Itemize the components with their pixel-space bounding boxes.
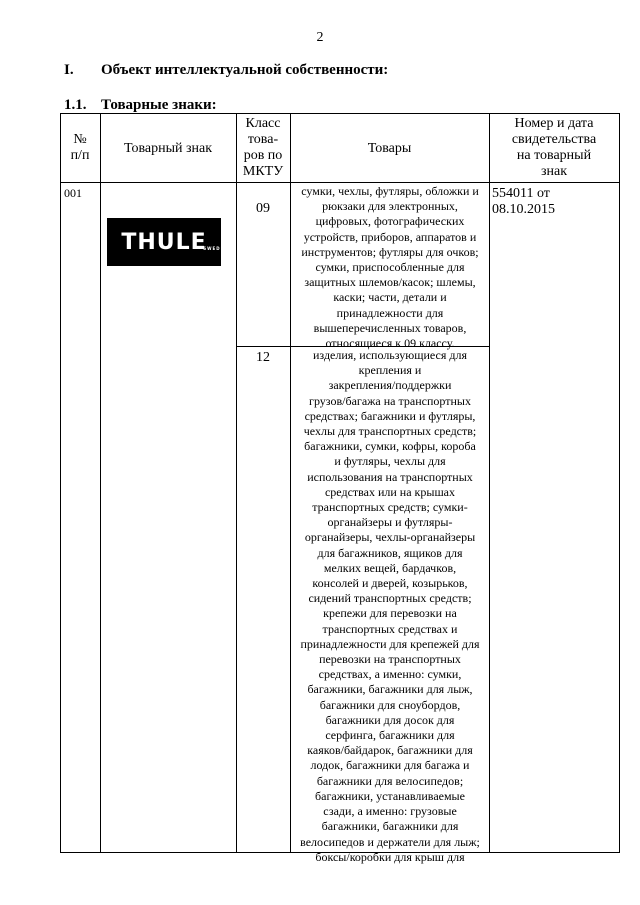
goods-line: закрепления/поддержки [328,378,452,393]
goods-line: каски; части, детали и [333,290,447,305]
goods-line: изделия, использующиеся для [313,348,467,362]
goods-line: каяков/байдарок, багажники для [307,743,473,758]
header-reg-line-3: на товарный [516,148,592,163]
header-class-line-3: ров по [243,148,283,163]
header-class-line-2: това- [247,132,279,147]
section-heading [0,62,640,82]
goods-class-12 [291,348,489,865]
goods-line: серфинга, багажники для [325,728,455,743]
goods-line: средствах или на крышах [324,484,456,499]
goods-line: грузов/багажа на транспортных [309,393,471,408]
header-num [60,132,100,164]
section-title: Объект интеллектуальной собственности: [101,62,389,78]
goods-line: крепления и [358,363,422,378]
goods-line: лодок, багажники для багажа и [310,758,470,773]
goods-line: и футляры, чехлы для [334,454,446,469]
subsection-title: Товарные знаки: [101,97,217,113]
goods-line: крепежи для перевозки на [323,606,457,621]
section-number: I. [64,62,74,78]
class-12: 12 [256,350,270,365]
header-class-line-1: Класс [245,116,281,131]
header-reg-line-1: Номер и дата [514,116,594,131]
goods-line: багажники для досок для [325,712,455,727]
goods-line: боксы/коробки для крыш для [315,849,465,864]
header-reg-line-4: знак [540,164,568,179]
thule-logo-icon [107,218,229,266]
header-num-line-1: № [73,132,87,147]
goods-line: багажники, багажники для лыж, [307,682,473,697]
goods-line: мелких вещей, бардачков, [323,560,457,575]
col-line-5 [619,113,620,853]
header-num-line-2: п/п [70,148,90,163]
goods-line: багажники для сноубордов, [319,697,461,712]
subsection-number: 1.1. [64,97,87,113]
goods-line: цифровых, фотографических [315,214,465,229]
header-class-line-4: МКТУ [242,164,284,179]
goods-line: средствах, а именно: сумки, [318,667,462,682]
goods-class-09 [291,184,489,351]
logo-wordmark: THULE SWEDEN [121,229,229,255]
goods-line: перевозки на транспортных [319,652,461,667]
class-09: 09 [256,201,270,216]
col-line-4 [489,113,490,853]
goods-line: сидений транспортных средств; [308,591,472,606]
registration-line-2: 08.10.2015 [492,202,555,217]
header-registration [489,116,619,180]
goods-line: багажники, багажники для [321,819,459,834]
col-line-0 [60,113,61,853]
header-reg-line-2: свидетельства [511,132,597,147]
table-border-top [60,113,620,114]
goods-line: принадлежности для крепежей для [300,636,480,651]
goods-line: сумки, приспособленные для [315,260,465,275]
goods-line: велосипедов и держатели для лыж; [300,834,480,849]
header-class [236,116,290,180]
page-number: 2 [316,30,324,45]
goods-line: органайзеры, чехлы-органайзеры [304,530,476,545]
goods-line: защитных шлемов/касок; шлемы, [304,275,476,290]
goods-line: органайзеры и футляры- [327,515,453,530]
goods-line: сумки, чехлы, футляры, обложки и [301,184,479,198]
col-line-1 [100,113,101,853]
logo-subtext: SWEDEN [203,245,229,251]
goods-line: принадлежности для [336,305,444,320]
goods-line: транспортных средствах и [322,621,458,636]
goods-line: относящиеся к 09 классу. [325,336,455,351]
goods-line: консолей и дверей, козырьков, [312,576,468,591]
goods-line: использования на транспортных [307,469,473,484]
goods-line: багажники, сумки, кофры, короба [304,439,476,454]
subsection-heading [0,97,640,117]
goods-line: инструментов; футляры для очков; [301,244,479,259]
col-line-2 [236,113,237,853]
goods-line: чехлы для транспортных средств; [303,424,477,439]
registration-line-1: 554011 от [492,186,550,201]
goods-line: сзади, а именно: грузовые [323,804,457,819]
header-divider [60,182,620,183]
registration-number [492,186,555,218]
goods-line: для багажников, ящиков для [317,545,463,560]
goods-line: устройств, приборов, аппаратов и [303,229,477,244]
goods-line: вышеперечисленных товаров, [313,320,467,335]
goods-line: рюкзаки для электронных, [322,199,458,214]
goods-line: багажники для велосипедов; [316,773,464,788]
row-number: 001 [64,186,82,200]
goods-line: транспортных средств; сумки- [312,500,468,515]
header-mark: Товарный знак [123,141,213,156]
header-goods: Товары [367,141,412,156]
goods-line: средствах; багажники и футляры, [304,408,476,423]
goods-line: багажники, устанавливаемые [315,788,465,803]
